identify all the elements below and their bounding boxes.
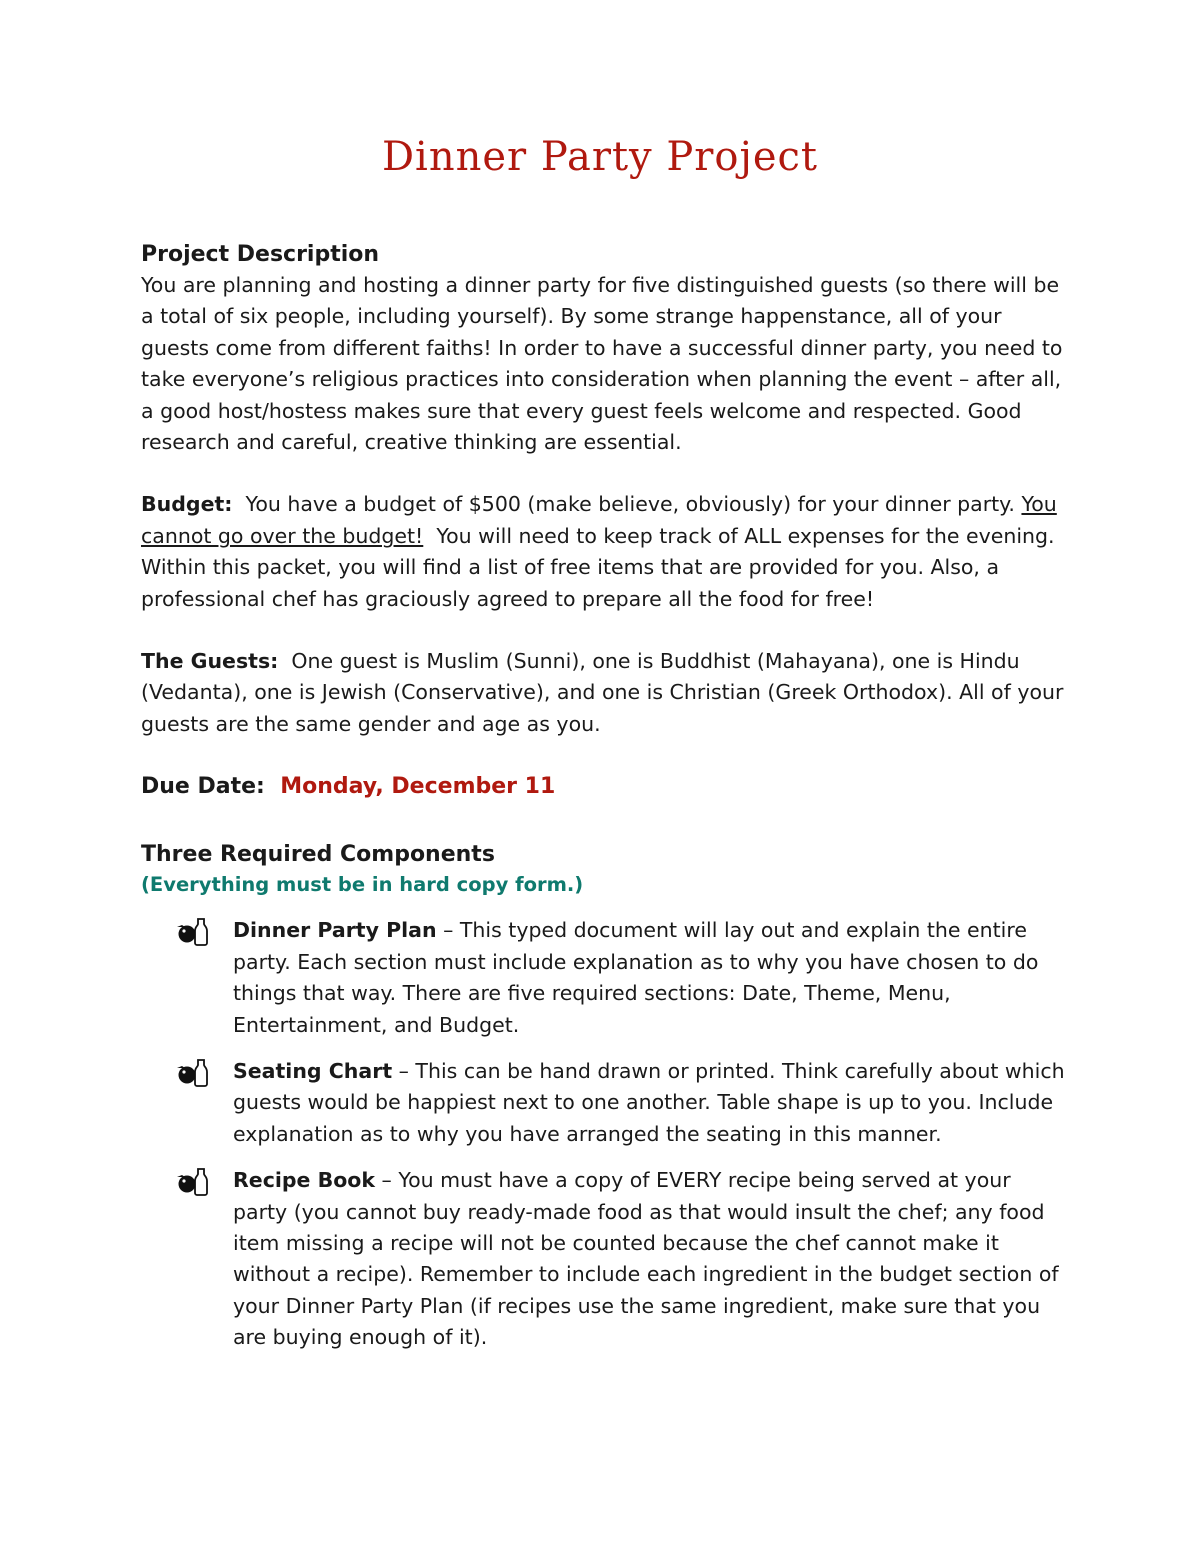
budget-text-1: You have a budget of $500 (make believe, obviously) for your dinner party. xyxy=(245,492,1015,517)
section-heading-description: Project Description xyxy=(141,242,380,267)
page-title: Dinner Party Project xyxy=(381,134,819,180)
pot-and-bottle-icon xyxy=(173,1165,213,1197)
budget-text-2: You will need to keep track of ALL expenses for the evening. Within this packet, you will find a list of free items that are provided for you. Also, a professional chef has graciously agreed to prepare all the food for free! xyxy=(141,523,1055,611)
guests-paragraph xyxy=(141,646,1071,740)
due-date-row xyxy=(141,771,1071,803)
component-text: – You must have a copy of EVERY recipe being served at your party (you cannot buy ready-made food as that would insult the chef; any food item missing a recipe will not be counted because the chef cannot make it without a recipe). Remember to include each ingredient in the budget section of your Dinner Party Plan (if recipes use the same ingredient, make sure that you are buying enough of it). xyxy=(233,1168,1059,1350)
list-item xyxy=(141,1165,1071,1353)
pot-and-bottle-icon xyxy=(173,915,213,947)
component-text: – This typed document will lay out and explain the entire party. Each section must include explanation as to why you have chosen to do things that way. There are five required sections: Date, Theme, Menu, Entertainment, and Budget. xyxy=(233,918,1039,1037)
components-subheading: (Everything must be in hard copy form.) xyxy=(141,873,584,897)
due-date-label: Due Date: xyxy=(141,774,265,800)
component-label: Recipe Book xyxy=(233,1168,376,1193)
component-label: Seating Chart xyxy=(233,1058,393,1083)
components-list xyxy=(141,915,1071,1353)
components-heading: Three Required Components xyxy=(141,842,495,868)
list-item xyxy=(141,915,1071,1041)
guests-label: The Guests: xyxy=(141,649,279,674)
component-label: Dinner Party Plan xyxy=(233,918,437,943)
pot-and-bottle-icon xyxy=(173,1056,213,1088)
due-date-value: Monday, December 11 xyxy=(280,774,556,800)
guests-text: One guest is Muslim (Sunni), one is Buddhist (Mahayana), one is Hindu (Vedanta), one is Jewish (Conservative), and one is Christian (Greek Orthodox). All of your guests are the same gender and age as you. xyxy=(141,649,1064,736)
budget-underlined: You cannot go over the budget! xyxy=(141,492,1057,548)
description-paragraph: You are planning and hosting a dinner party for five distinguished guests (so there will be a total of six people, including yourself). By some strange happenstance, all of your guests come from different faiths! In order to have a successful dinner party, you need to take everyone’s religious practices into consideration when planning the event – after all, a good host/hostess makes sure that every guest feels welcome and respected. Good research and careful, creative thinking are essential. xyxy=(141,273,1063,455)
list-item xyxy=(141,1056,1071,1150)
budget-label: Budget: xyxy=(141,492,233,517)
budget-paragraph xyxy=(141,489,1071,615)
document-body xyxy=(141,240,1071,1369)
component-text: – This can be hand drawn or printed. Think carefully about which guests would be happiest next to one another. Table shape is up to you. Include explanation as to why you have arranged the seating in this manner. xyxy=(233,1058,1065,1146)
